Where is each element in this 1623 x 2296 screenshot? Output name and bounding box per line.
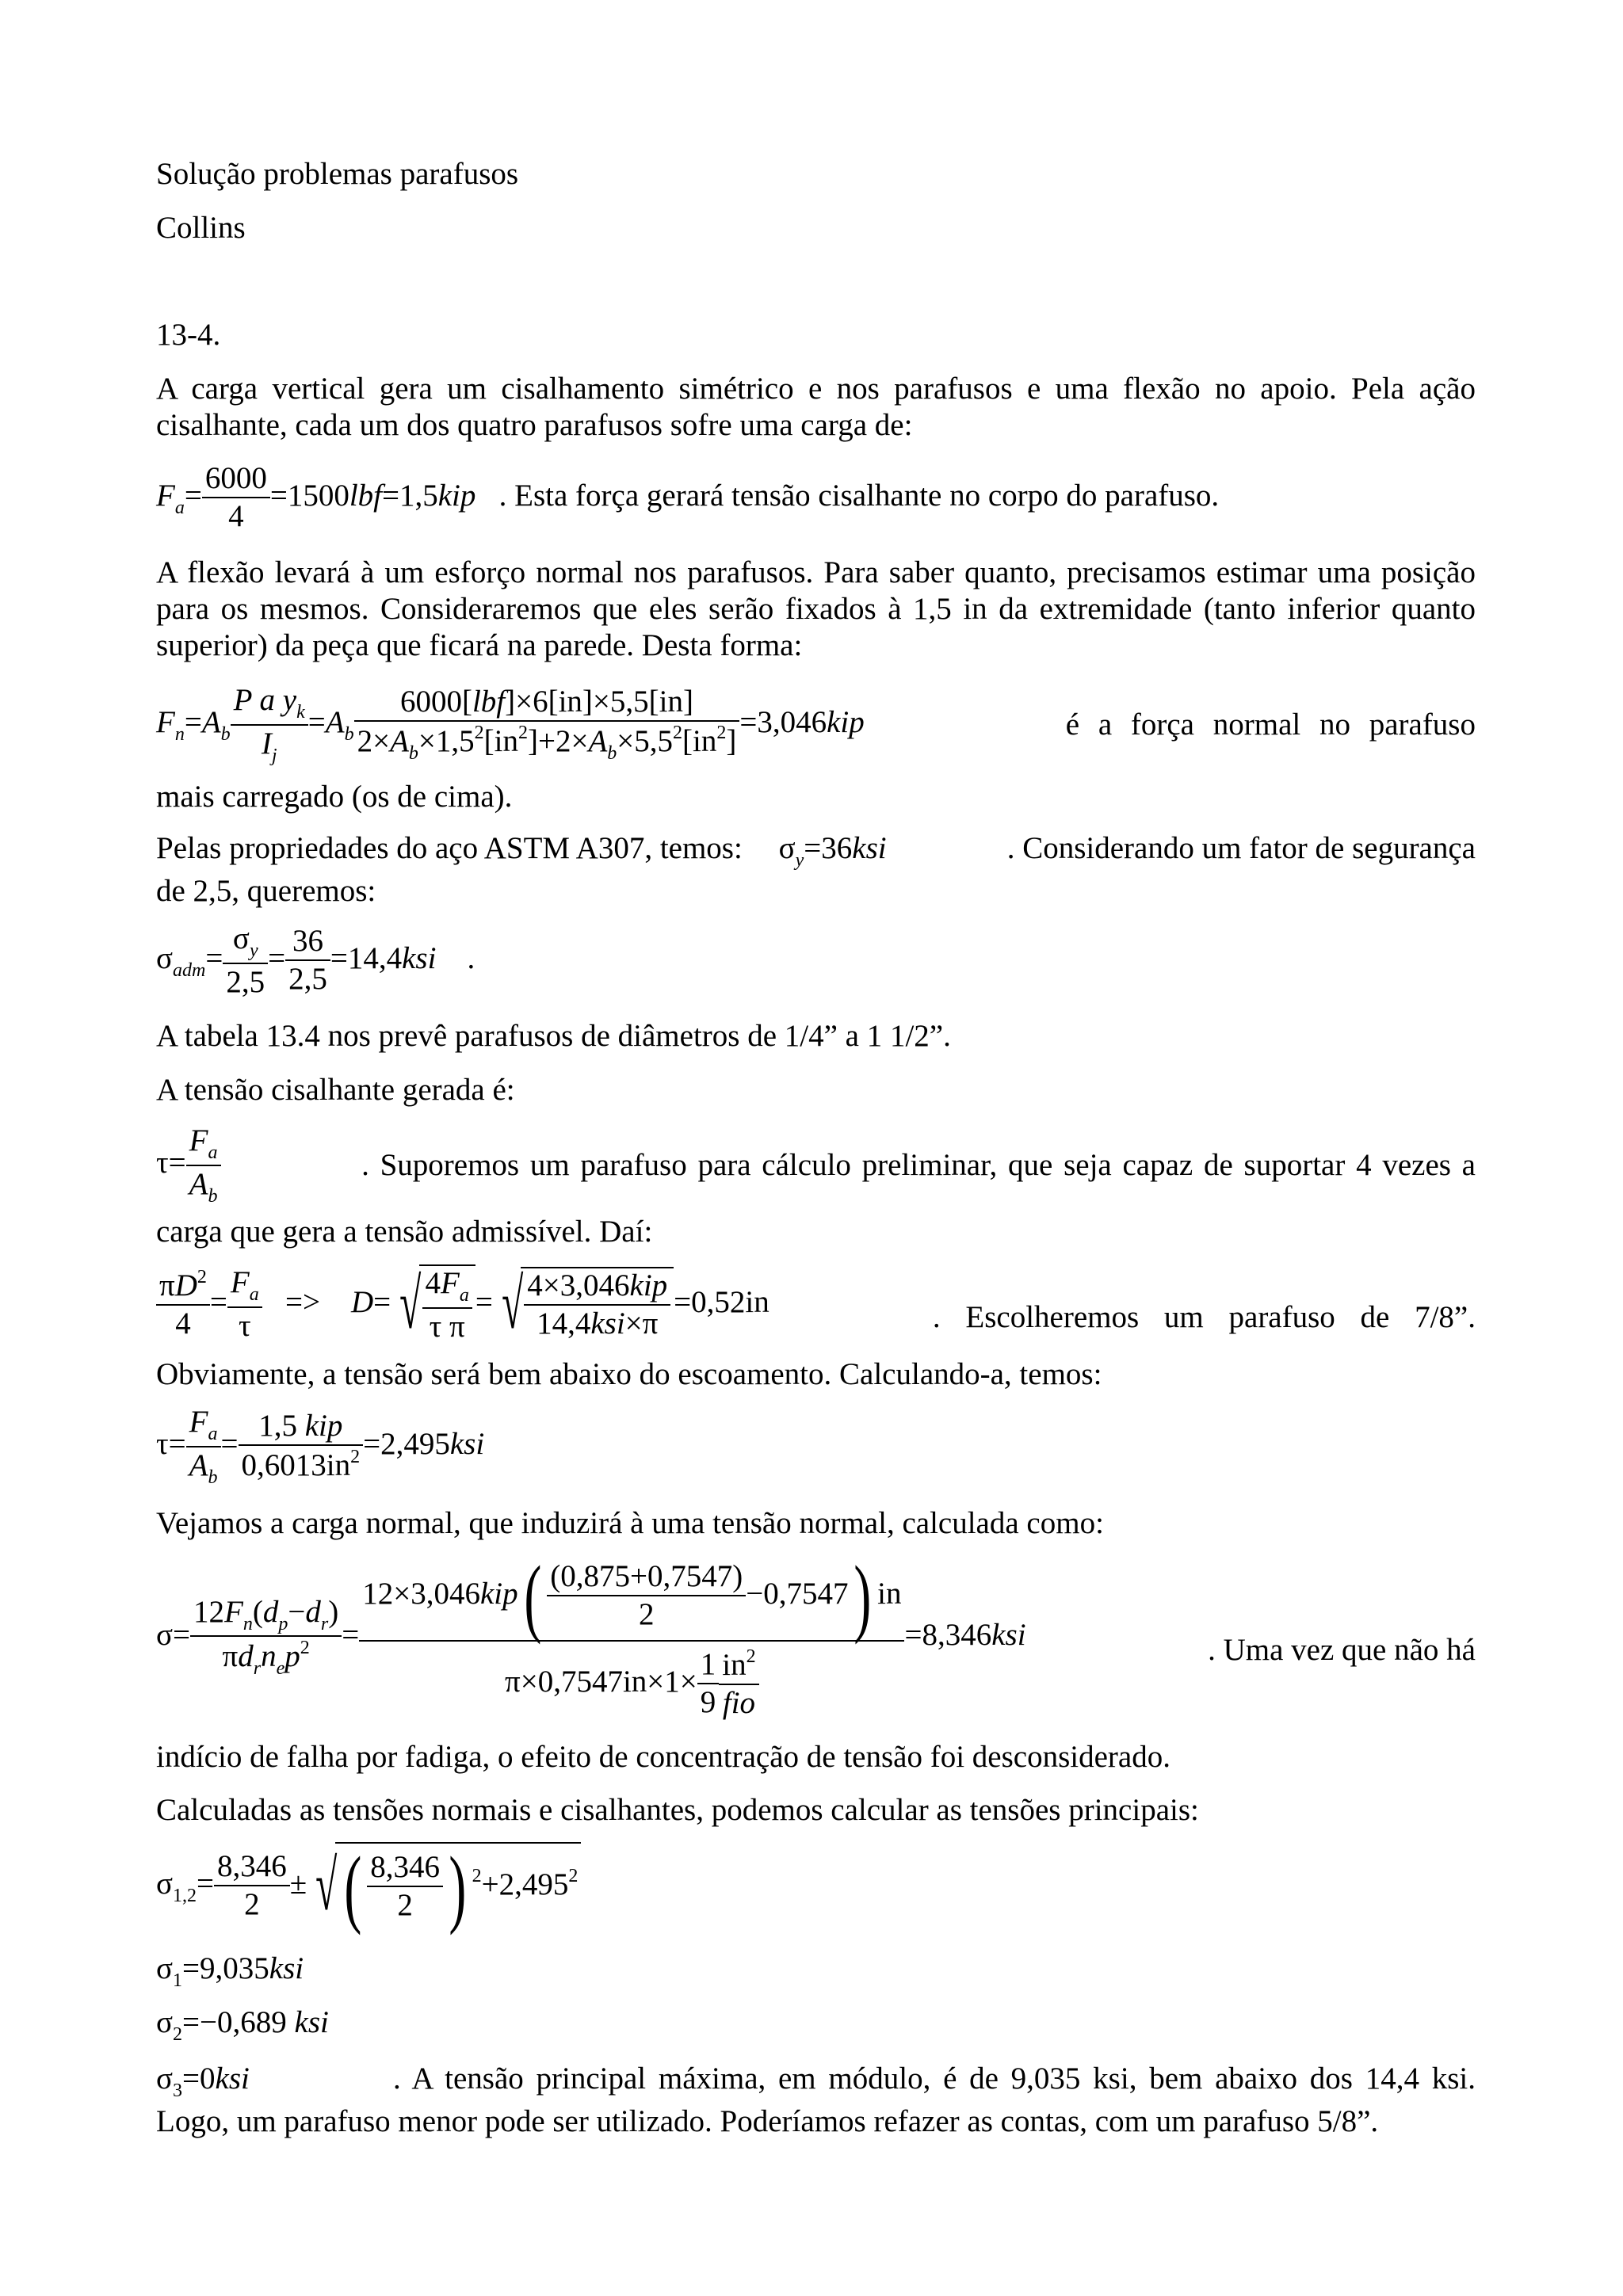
document-title: Solução problemas parafusos — [156, 157, 519, 191]
paragraph-2-cont: mais carregado (os de cima). — [156, 780, 513, 814]
equation-fa-comment: . Esta força gerará tensão cisalhante no corpo do parafuso. — [498, 478, 1220, 513]
equation-fn: $F_n=A_b$ $\frac{P a y_k}{I_j}$ $=A_b$ $\frac{\text{6000[lbf]×6[in]×5,5[in]}}{2\times A_b\times 1,5^2[in^2]+2\times A_b\times 5,5^2[in^2]}$ =3,046kip é a força normal no parafuso — [156, 683, 1476, 766]
equation-fa: $F_a=$ $\frac{6000}{4}$ =1500lbf=1,5kip . Esta força gerará tensão cisalhante no corpo do parafuso. — [156, 461, 1220, 533]
equation-tau: τ= $\frac{F_a}{A_b}$ . Suporemos um parafuso para cálculo preliminar, que seja capaz de suportar 4 vezes a — [156, 1123, 1476, 1207]
equation-sigma-comment: . Uma vez que não há — [1208, 1633, 1476, 1667]
equation-sigma2: $\sigma_2=-0,689$ ksi — [156, 2005, 329, 2045]
paragraph-3-cont: de 2,5, queremos: — [156, 874, 376, 908]
paragraph-8: Calculadas as tensões normais e cisalhantes, podemos calcular as tensões principais: — [156, 1793, 1199, 1827]
paragraph-7-cont: indício de falha por fadiga, o efeito de concentração de tensão foi desconsiderado. — [156, 1740, 1170, 1774]
problem-number: 13-4. — [156, 318, 221, 352]
paragraph-2: A flexão levará à um esforço normal nos parafusos. Para saber quanto, precisamos estimar uma posição para os mesmos. Consideraremos que eles serão fixados à 1,5 in da extremidade (tanto inferior quanto superior) da peça que ficará na parede. Desta forma: — [156, 555, 1476, 663]
paragraph-3: Pelas propriedades do aço ASTM A307, temos: $\sigma_y=36ksi$ . Considerando um fator de segurança — [156, 831, 1476, 871]
equation-sigma1: $\sigma_1=9,035ksi$ — [156, 1951, 304, 1991]
equation-sigma3: $\sigma_3=0ksi$ . A tensão principal máxima, em módulo, é de 9,035 ksi, bem abaixo dos 14,4 ksi. — [156, 2061, 1476, 2101]
paragraph-9-cont: Logo, um parafuso menor pode ser utilizado. Poderíamos refazer as contas, com um parafuso 5/8”. — [156, 2104, 1379, 2138]
equation-tau-value: τ= $\frac{F_a}{A_b}$ = $\frac{\text{1,5 kip}}{0,6013in^2}$ =2,495ksi — [156, 1405, 485, 1488]
equation-sigma3-comment: . A tensão principal máxima, em módulo, é de 9,035 ksi, bem abaixo dos 14,4 ksi. — [393, 2061, 1476, 2096]
equation-diameter: $\frac{\pi D^2}{4}$ = $\frac{F_a}{\tau}$ => D= √ $\frac{4F_a}{\text{τ π}}$ = √ $\frac{\text{4×3,046kip}}{\text{14,4ksi×π}}$ =0,52in . Escolheremos um parafuso de 7/8”. — [156, 1264, 1476, 1345]
paragraph-7: Vejamos a carga normal, que induzirá à uma tensão normal, calculada como: — [156, 1506, 1104, 1540]
equation-sigma12: $\sigma_{1,2}=$ $\frac{8,346}{2}$ ± √( $\frac{8,346}{2}$ ) $^2+2,495^2$ — [156, 1842, 581, 1931]
document-author: Collins — [156, 211, 246, 245]
equation-diameter-comment: . Escolheremos um parafuso de 7/8”. — [932, 1300, 1476, 1334]
paragraph-4: A tabela 13.4 nos prevê parafusos de diâmetros de 1/4” a 1 1/2”. — [156, 1019, 951, 1053]
paragraph-6-cont: Obviamente, a tensão será bem abaixo do escoamento. Calculando-a, temos: — [156, 1357, 1102, 1391]
paragraph-5-cont: carga que gera a tensão admissível. Daí: — [156, 1215, 653, 1249]
equation-tau-comment: . Suporemos um parafuso para cálculo preliminar, que seja capaz de suportar 4 vezes a — [361, 1148, 1476, 1182]
paragraph-1: A carga vertical gera um cisalhamento simétrico e nos parafusos e uma flexão no apoio. Pela ação cisalhante, cada um dos quatro parafusos sofre uma carga de: — [156, 372, 1476, 443]
equation-sigma-adm: $\sigma_{adm}=$ $\frac{\sigma_y}{2,5}$ = $\frac{36}{2,5}$ =14,4ksi . — [156, 921, 475, 999]
equation-sigma: σ= $\frac{12F_n(d_p-d_r)}{\pi d_rn_ep^2}$ = 12×3,046kip( $\frac{(0,875+0,7547)}{2}$ −0,7547) in π×0,7547in×1× $\frac{1}{9}$ $\frac{in^2}{\text{fio}}$ =8,346ksi . Uma vez que não há — [156, 1548, 1476, 1720]
paragraph-5: A tensão cisalhante gerada é: — [156, 1073, 515, 1107]
equation-fn-comment: é a força normal no parafuso — [1065, 707, 1476, 742]
